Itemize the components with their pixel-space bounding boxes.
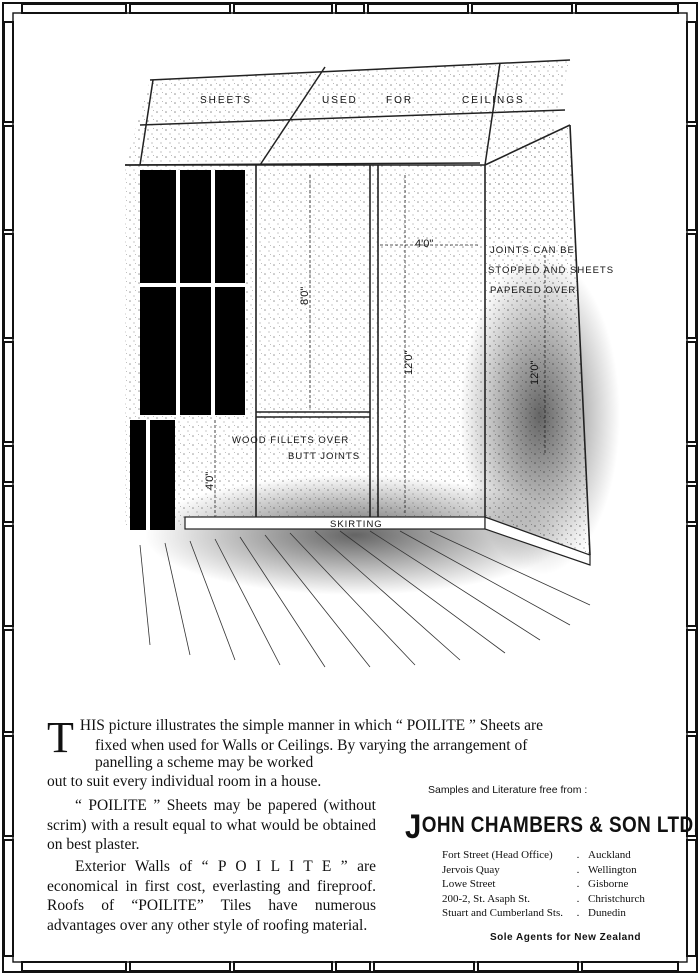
office-city: Dunedin — [588, 907, 626, 919]
intro-line-4: out to suit every individual room in a house. — [47, 773, 322, 790]
office-list — [440, 848, 647, 921]
office-city: Auckland — [588, 849, 631, 861]
ceiling-label-sheets: SHEETS — [200, 95, 253, 106]
office-street: Stuart and Cumberland Sts. — [442, 907, 563, 919]
ceiling-label-for: FOR — [386, 95, 414, 106]
sole-agents-note: Sole Agents for New Zealand — [490, 932, 641, 943]
intro-paragraph — [47, 713, 659, 762]
paper-paragraph: “ POILITE ” Sheets may be papered (without scrim) with a result equal to what would be obtained on best plaster. — [47, 797, 376, 853]
fillets-note-line2: BUTT JOINTS — [288, 451, 361, 462]
joints-note-line1: JOINTS CAN BE — [490, 245, 575, 256]
office-row — [440, 848, 647, 863]
drop-cap: T — [47, 713, 74, 762]
dimension-side-height: 12'0" — [529, 360, 541, 385]
company-initial: J — [405, 808, 422, 846]
office-street: Fort Street (Head Office) — [442, 849, 553, 861]
dot-leader: . — [576, 849, 580, 861]
company-name — [405, 808, 699, 847]
office-row — [440, 877, 647, 892]
dimension-low-height: 4'0" — [204, 471, 216, 490]
fillets-note-line1: WOOD FILLETS OVER — [232, 435, 350, 446]
intro-line-1: HIS picture illustrates the simple manner in which “ POILITE ” Sheets are — [79, 717, 544, 734]
ceiling-label-used: USED — [322, 95, 358, 106]
office-street: 200-2, St. Asaph St. — [442, 892, 531, 905]
dot-leader: . — [576, 878, 580, 890]
office-city: Christchurch — [588, 892, 645, 905]
joints-note-line3: PAPERED OVER — [490, 285, 577, 296]
intro-line-2: fixed when used for Walls or Ceilings. By varying the arrangement of — [95, 736, 528, 754]
dot-leader: . — [576, 863, 580, 876]
dimension-window-height: 8'0" — [299, 286, 311, 305]
office-row — [440, 892, 647, 907]
dimension-full-height: 12'0" — [403, 350, 415, 375]
dot-leader: . — [576, 892, 580, 905]
office-row — [440, 906, 647, 921]
intro-line-3: panelling a scheme may be worked — [95, 754, 314, 771]
ceiling-label-ceilings: CEILINGS — [462, 95, 525, 106]
joints-note-line2: STOPPED AND SHEETS — [488, 265, 615, 276]
office-street: Lowe Street — [442, 878, 496, 890]
office-city: Gisborne — [588, 878, 629, 890]
dimension-width: 4'0" — [415, 238, 434, 250]
office-city: Wellington — [588, 863, 637, 876]
office-street: Jervois Quay — [442, 863, 500, 876]
room-illustration — [110, 55, 620, 675]
office-row — [440, 863, 647, 878]
samples-text: Samples and Literature free from : — [428, 784, 588, 796]
exterior-paragraph: Exterior Walls of “ P O I L I T E ” are economical in first cost, everlasting and fireproof. Roofs of “POILITE” Tiles have numerous advantages over any other style of roofing material. — [47, 858, 376, 934]
skirting-label: SKIRTING — [330, 519, 383, 530]
dot-leader: . — [576, 907, 580, 919]
company-name-rest: OHN CHAMBERS & SON LTD. — [421, 812, 700, 837]
